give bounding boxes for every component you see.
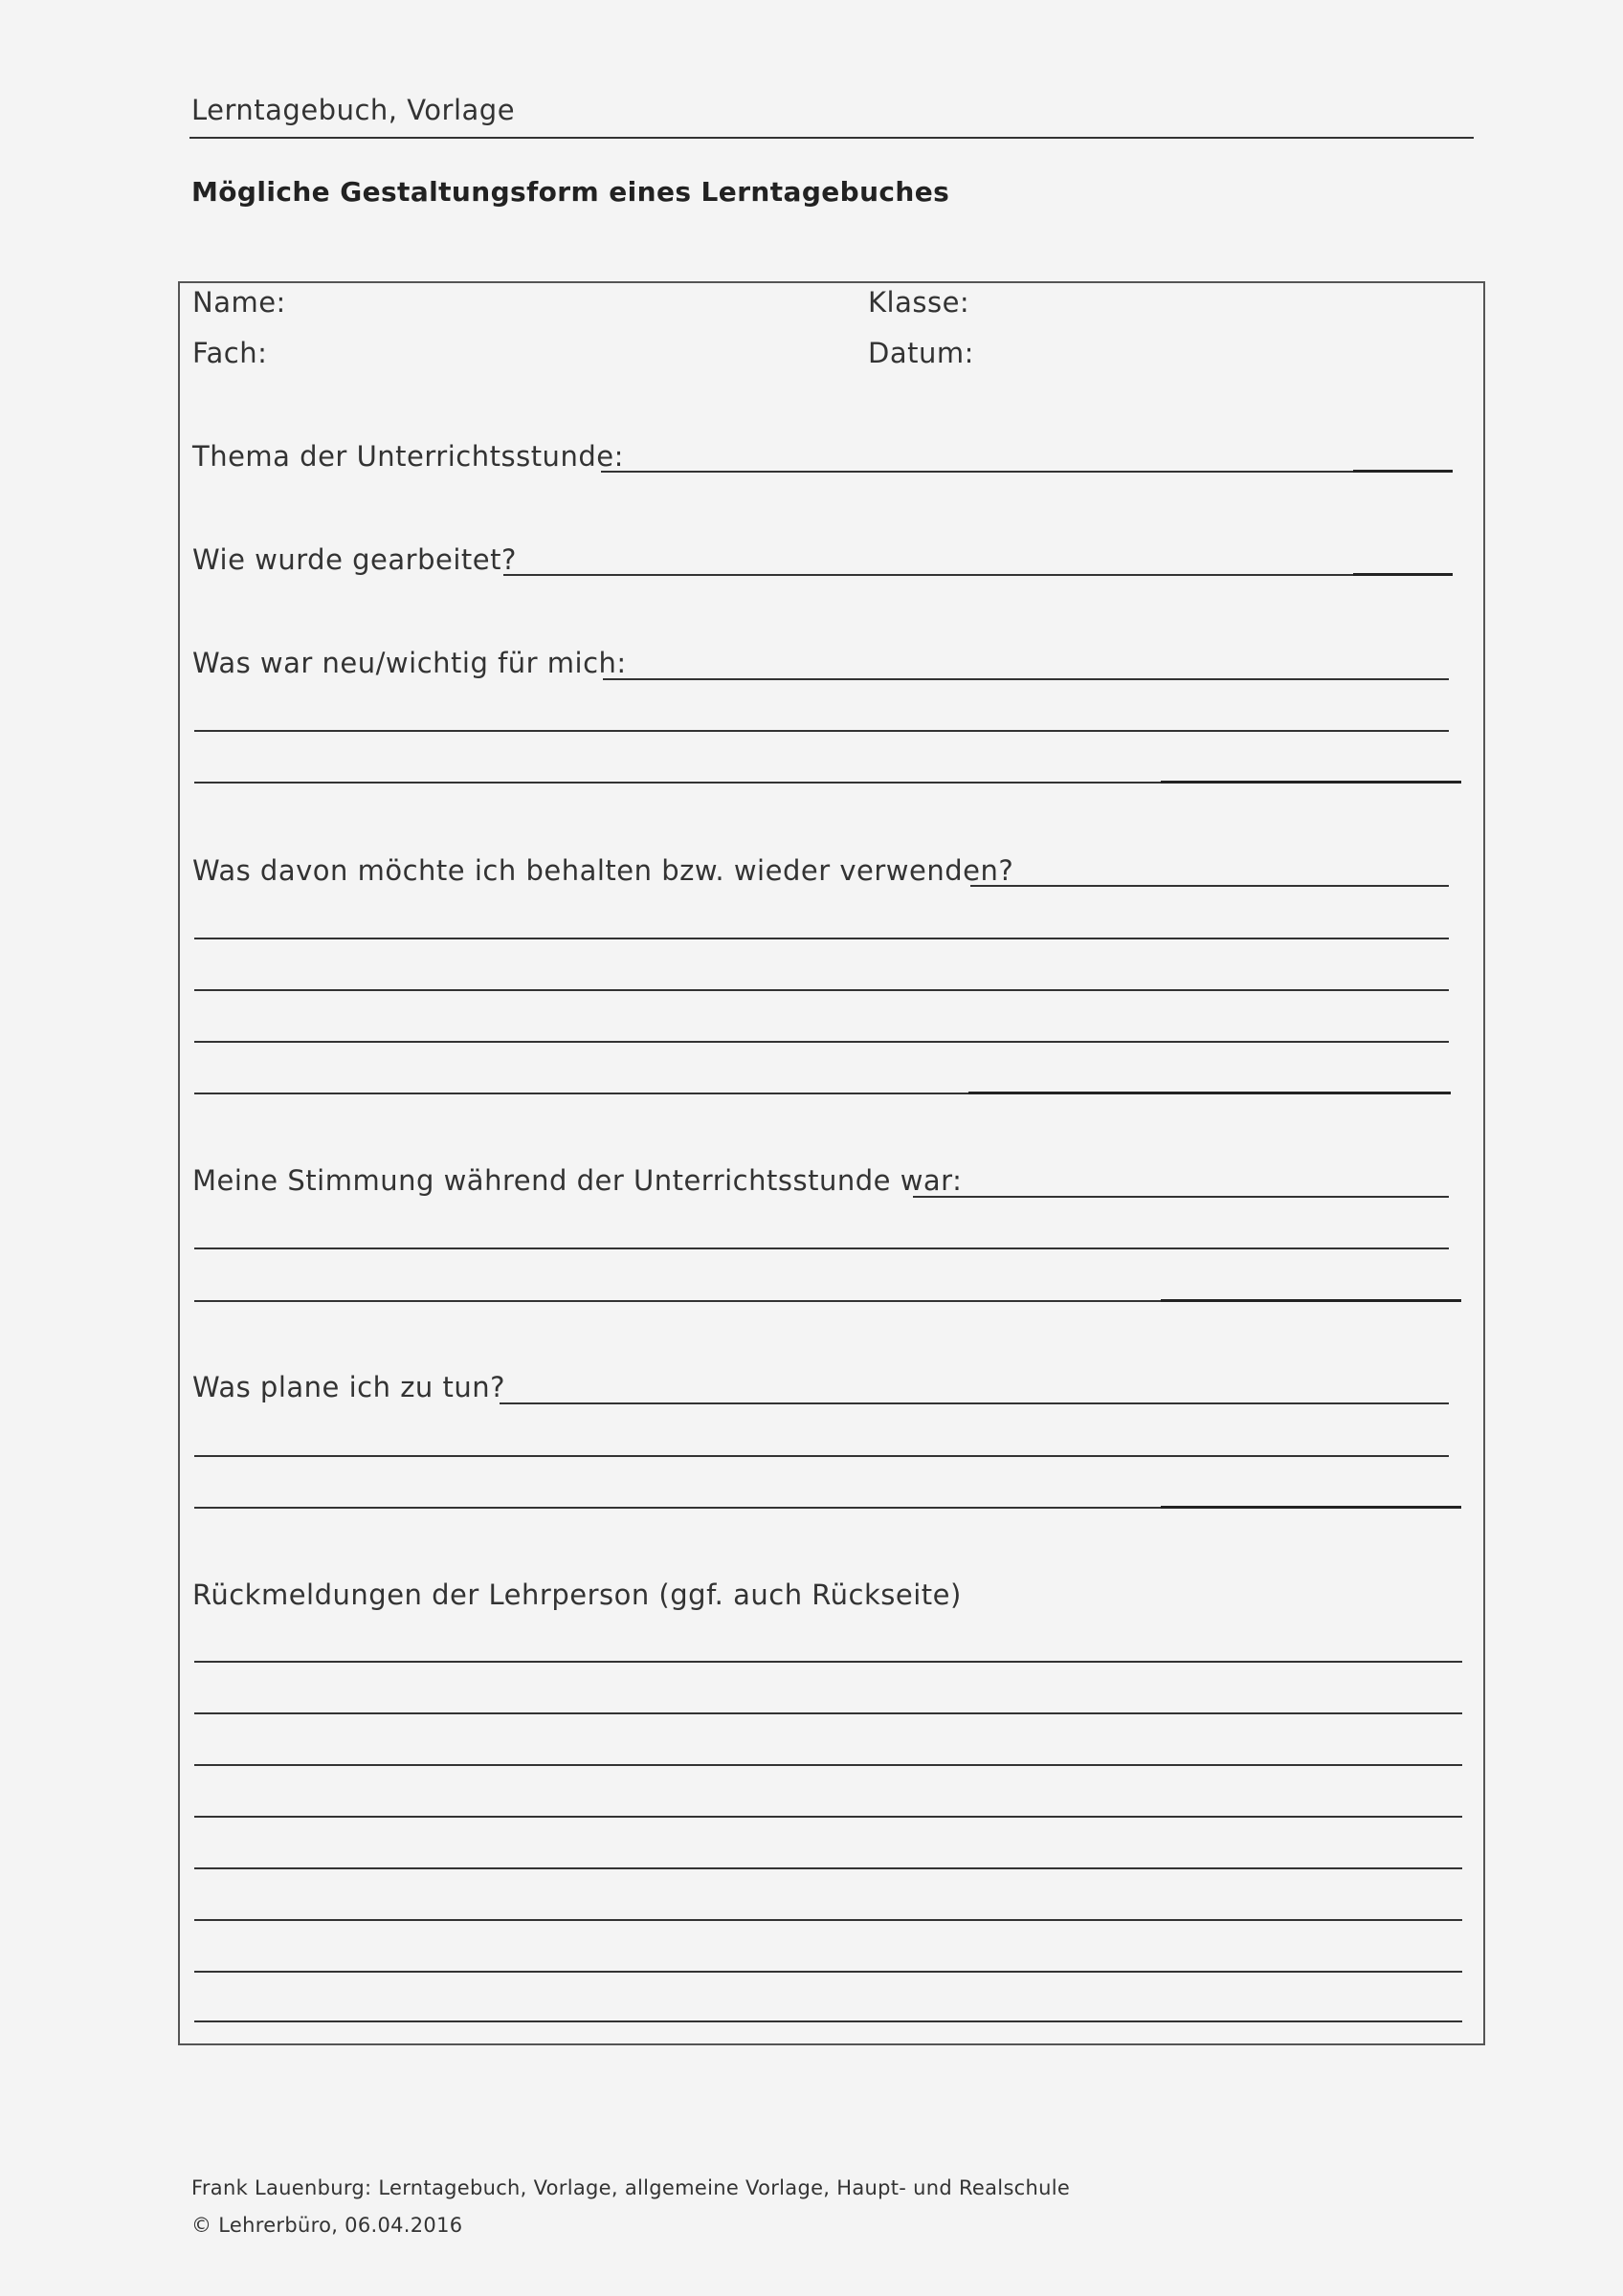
answer-line-neu-3-end <box>1161 781 1461 784</box>
answer-line-behalten-5[interactable] <box>194 1093 968 1094</box>
question-plane: Was plane ich zu tun? <box>192 1371 506 1403</box>
answer-line-thema-end <box>1353 470 1453 473</box>
answer-line-gearbeitet-end <box>1353 573 1453 576</box>
feedback-line-2[interactable] <box>194 1712 1462 1714</box>
answer-line-thema[interactable] <box>601 471 1353 473</box>
answer-line-neu-1[interactable] <box>603 678 1449 680</box>
answer-line-plane-1[interactable] <box>500 1402 1449 1404</box>
answer-line-neu-3[interactable] <box>194 782 1161 784</box>
question-neu: Was war neu/wichtig für mich: <box>192 647 627 679</box>
question-thema: Thema der Unterrichtsstunde: <box>192 440 624 473</box>
answer-line-gearbeitet[interactable] <box>503 574 1353 576</box>
feedback-line-7[interactable] <box>194 1971 1462 1973</box>
answer-line-behalten-1[interactable] <box>970 885 1449 887</box>
answer-line-behalten-4[interactable] <box>194 1041 1449 1043</box>
answer-line-stimmung-1[interactable] <box>913 1196 1449 1198</box>
header-rule <box>189 137 1474 139</box>
answer-line-stimmung-3[interactable] <box>194 1300 1161 1302</box>
question-stimmung: Meine Stimmung während der Unterrichtsstunde war: <box>192 1164 963 1197</box>
feedback-line-8[interactable] <box>194 2020 1462 2022</box>
feedback-line-3[interactable] <box>194 1764 1462 1766</box>
question-behalten: Was davon möchte ich behalten bzw. wieder verwenden? <box>192 854 1014 887</box>
document-subtitle: Mögliche Gestaltungsform eines Lerntagebuches <box>191 176 950 208</box>
feedback-line-1[interactable] <box>194 1661 1462 1663</box>
question-rueckmeldung: Rückmeldungen der Lehrperson (ggf. auch Rückseite) <box>192 1578 962 1611</box>
answer-line-behalten-3[interactable] <box>194 989 1449 991</box>
document-header-title: Lerntagebuch, Vorlage <box>191 94 516 126</box>
footer-credit: Frank Lauenburg: Lerntagebuch, Vorlage, allgemeine Vorlage, Haupt- und Realschule <box>191 2176 1071 2199</box>
answer-line-neu-2[interactable] <box>194 730 1449 732</box>
datum-label: Datum: <box>868 337 974 369</box>
feedback-line-5[interactable] <box>194 1867 1462 1869</box>
answer-line-stimmung-2[interactable] <box>194 1247 1449 1249</box>
footer-copyright: © Lehrerbüro, 06.04.2016 <box>191 2214 463 2237</box>
answer-line-behalten-2[interactable] <box>194 938 1449 939</box>
answer-line-stimmung-3-end <box>1161 1299 1461 1302</box>
answer-line-plane-3-end <box>1161 1506 1461 1509</box>
fach-label: Fach: <box>192 337 268 369</box>
feedback-line-6[interactable] <box>194 1919 1462 1921</box>
klasse-label: Klasse: <box>868 286 970 319</box>
name-label: Name: <box>192 286 286 319</box>
answer-line-behalten-5-end <box>968 1092 1451 1094</box>
question-gearbeitet: Wie wurde gearbeitet? <box>192 543 517 576</box>
feedback-line-4[interactable] <box>194 1816 1462 1818</box>
answer-line-plane-2[interactable] <box>194 1455 1449 1457</box>
answer-line-plane-3[interactable] <box>194 1507 1161 1509</box>
